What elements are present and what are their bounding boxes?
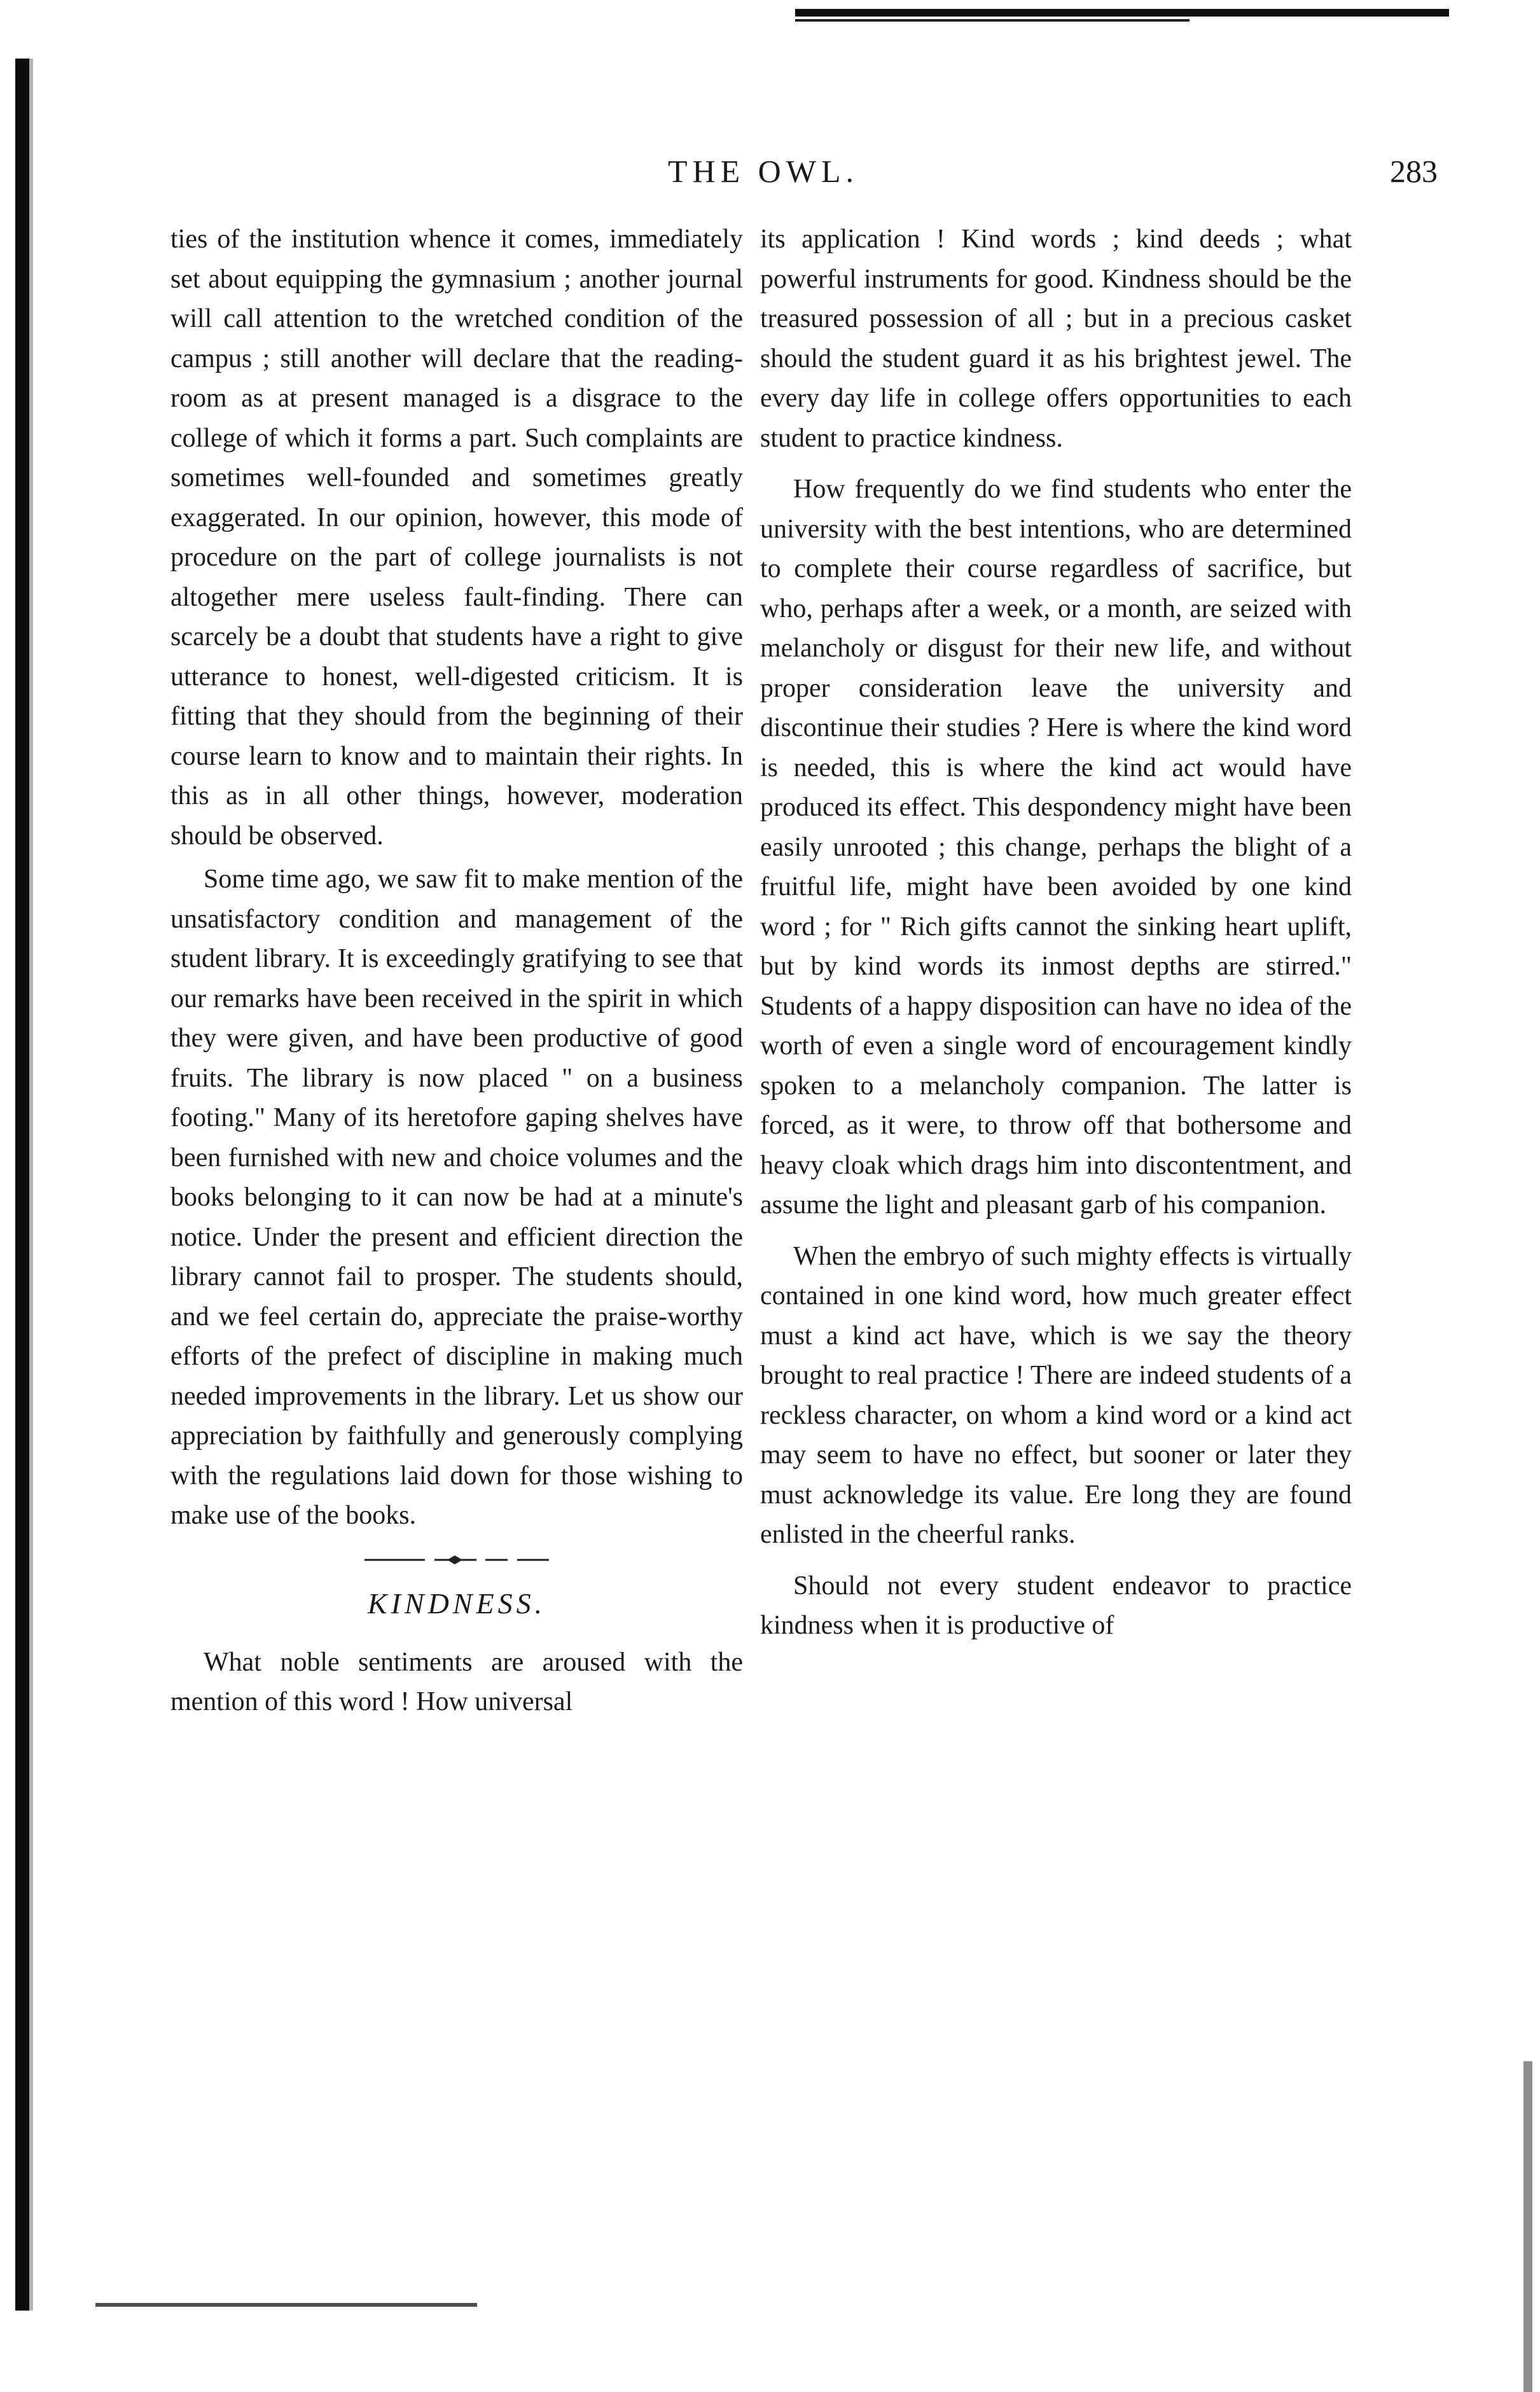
left-paragraph-1: ties of the institution whence it comes, immediately set about equipping the gymnasium ; another journal will call attention to the wretched condition of the campus ; still another will declare that the reading-room as at present managed is a disgrace to the college of which it forms a part. Such complaints are sometimes well-founded and sometimes greatly exaggerated. In our opinion, however, this mode of procedure on the part of college journalists is not altogether mere useless fault-finding. There can scarcely be a doubt that students have a right to give utterance to honest, well-digested criticism. It is fitting that they should from the beginning of their course learn to know and to maintain their rights. In this as in all other things, however, moderation should be observed. <box>170 225 743 851</box>
page-number: 283 <box>1390 153 1438 189</box>
page-header <box>89 153 1438 204</box>
left-paragraph-2: Some time ago, we saw fit to make mention of the unsatisfactory condition and management of the student library. It is exceedingly gratifying to see that our remarks have been received in the spirit in which they were given, and have been productive of good fruits. The library is now placed " on a business footing." Many of its heretofore gaping shelves have been furnished with new and choice volumes and the books belonging to it can now be had at a minute's notice. Under the present and efficient direction the library cannot fail to prosper. The students should, and we feel certain do, appreciate the praise-worthy efforts of the prefect of discipline in making much needed improvements in the library. Let us show our appreciation by faithfully and generously complying with the regulations laid down for those wishing to make use of the books. <box>170 865 743 1530</box>
left-binding-shadow <box>29 59 33 2311</box>
section-heading: KINDNESS. <box>367 1587 546 1620</box>
left-binding-edge <box>15 59 29 2311</box>
left-column <box>170 219 743 1722</box>
right-paragraph-3: When the embryo of such mighty effects is virtually contained in one kind word, how much greater effect must a kind act have, which is we say the theory brought to real practice ! There are indeed students of a reckless character, on whom a kind word or a kind act may seem to have no effect, but sooner or later they must acknowledge its value. Ere long they are found enlisted in the cheerful ranks. <box>760 1241 1352 1549</box>
right-paragraph-1: its application ! Kind words ; kind deeds ; what powerful instruments for good. Kindness should be the treasured possession of all ; but in a precious casket should the student guard it as his brightest jewel. The every day life in college offers opportunities to each student to practice kindness. <box>760 225 1352 453</box>
right-column <box>760 219 1352 1646</box>
section-paragraph: What noble sentiments are aroused with the mention of this word ! How universal <box>170 1647 743 1716</box>
top-scan-rule <box>795 0 1449 25</box>
running-title: THE OWL. <box>667 153 859 189</box>
right-edge-noise <box>1523 2061 1532 2392</box>
right-paragraph-2: How frequently do we find students who enter the university with the best intentions, who are determined to complete their course regardless of sacrifice, but who, perhaps after a week, or a month, are seized with melancholy or disgust for their new life, and without proper consideration leave the university and discontinue their studies ? Here is where the kind word is needed, this is where the kind act would have produced its effect. This despondency might have been easily unrooted ; this change, perhaps the blight of a fruitful life, might have been avoided by one kind word ; for " Rich gifts cannot the sinking heart uplift, but by kind words its inmost depths are stirred." Students of a happy disposition can have no idea of the worth of even a single word of encouragement kindly spoken to a melancholy companion. The latter is forced, as it were, to throw off that bothersome and heavy cloak which drags him into discontentment, and assume the light and pleasant garb of his companion. <box>760 475 1352 1220</box>
right-paragraph-4: Should not every student endeavor to practice kindness when it is productive of <box>760 1571 1352 1640</box>
section-divider-ornament <box>170 1536 743 1580</box>
bottom-scan-rule <box>95 2303 477 2307</box>
